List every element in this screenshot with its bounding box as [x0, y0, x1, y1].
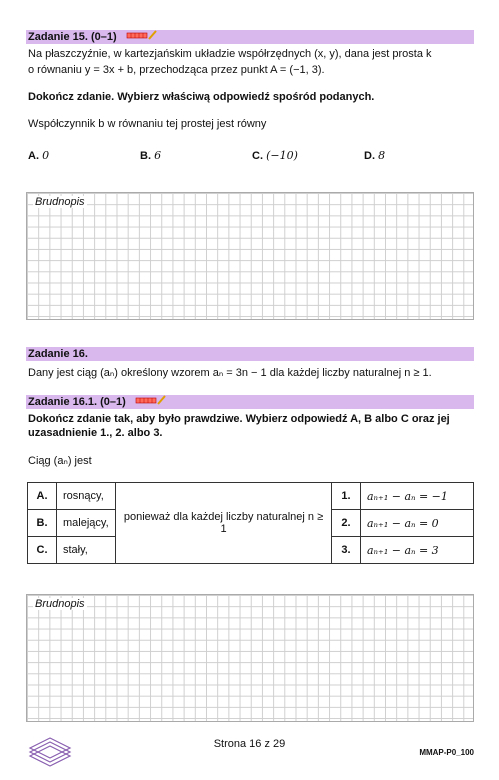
exam-code: MMAP-P0_100	[419, 748, 474, 757]
answer-c-letter: C.	[252, 150, 263, 162]
pencil-icon	[135, 395, 167, 409]
reason-2-formula[interactable]: aₙ₊₁ − aₙ = 0	[361, 510, 474, 537]
task15-header-text: Zadanie 15. (0–1)	[28, 31, 117, 43]
option-b-label[interactable]: malejący,	[57, 510, 116, 537]
answer-a-letter: A.	[28, 150, 39, 162]
pencil-icon	[126, 30, 158, 44]
reason-3-number[interactable]: 3.	[332, 537, 361, 564]
answer-a[interactable]	[28, 149, 49, 163]
answer-d-letter: D.	[364, 150, 375, 162]
task15-header	[26, 30, 474, 44]
answer-b-letter: B.	[140, 150, 151, 162]
reason-2-number[interactable]: 2.	[332, 510, 361, 537]
page-number: Strona 16 z 29	[213, 738, 286, 750]
reason-connector: ponieważ dla każdej liczby naturalnej n ≥ 1	[116, 483, 332, 564]
scratch-grid-1[interactable]	[26, 192, 474, 320]
scratch-grid-2[interactable]	[26, 594, 474, 722]
reason-1-formula[interactable]: aₙ₊₁ − aₙ = −1	[361, 483, 474, 510]
option-c-label[interactable]: stały,	[57, 537, 116, 564]
task15-question: Współczynnik b w równaniu tej prostej jest równy	[28, 118, 267, 130]
scratch-label-2: Brudnopis	[35, 598, 85, 610]
answer-b-value: 6	[154, 149, 162, 162]
task15-line2: o równaniu y = 3x + b, przechodząca przez punkt A = (−1, 3).	[28, 64, 325, 76]
option-a-label[interactable]: rosnący,	[57, 483, 116, 510]
answer-c-value: (−10)	[266, 149, 298, 162]
reason-1-number[interactable]: 1.	[332, 483, 361, 510]
task16-1-stem: Ciąg (aₙ) jest	[28, 455, 92, 467]
task16-header: Zadanie 16.	[26, 347, 474, 361]
table-row	[28, 483, 474, 510]
task15-instruction: Dokończ zdanie. Wybierz właściwą odpowiedź spośród podanych.	[28, 91, 375, 103]
choice-table	[27, 482, 474, 564]
task16-1-instruction-1: Dokończ zdanie tak, aby było prawdziwe. Wybierz odpowiedź A, B albo C oraz jej	[28, 413, 450, 425]
answer-b[interactable]	[140, 149, 161, 163]
option-b-letter[interactable]: B.	[28, 510, 57, 537]
answer-d-value: 8	[378, 149, 386, 162]
task16-text: Dany jest ciąg (aₙ) określony wzorem aₙ = 3n − 1 dla każdej liczby naturalnej n ≥ 1.	[28, 367, 432, 379]
answer-d[interactable]	[364, 149, 385, 163]
reason-3-formula[interactable]: aₙ₊₁ − aₙ = 3	[361, 537, 474, 564]
answer-a-value: 0	[42, 149, 50, 162]
task16-1-instruction-2: uzasadnienie 1., 2. albo 3.	[28, 427, 163, 439]
task16-1-header-text: Zadanie 16.1. (0–1)	[28, 396, 126, 408]
option-a-letter[interactable]: A.	[28, 483, 57, 510]
scratch-label-1: Brudnopis	[35, 196, 85, 208]
task15-line1: Na płaszczyźnie, w kartezjańskim układzie współrzędnych (x, y), dana jest prosta k	[28, 48, 432, 60]
answer-c[interactable]	[252, 149, 298, 163]
task16-1-header	[26, 395, 474, 409]
option-c-letter[interactable]: C.	[28, 537, 57, 564]
